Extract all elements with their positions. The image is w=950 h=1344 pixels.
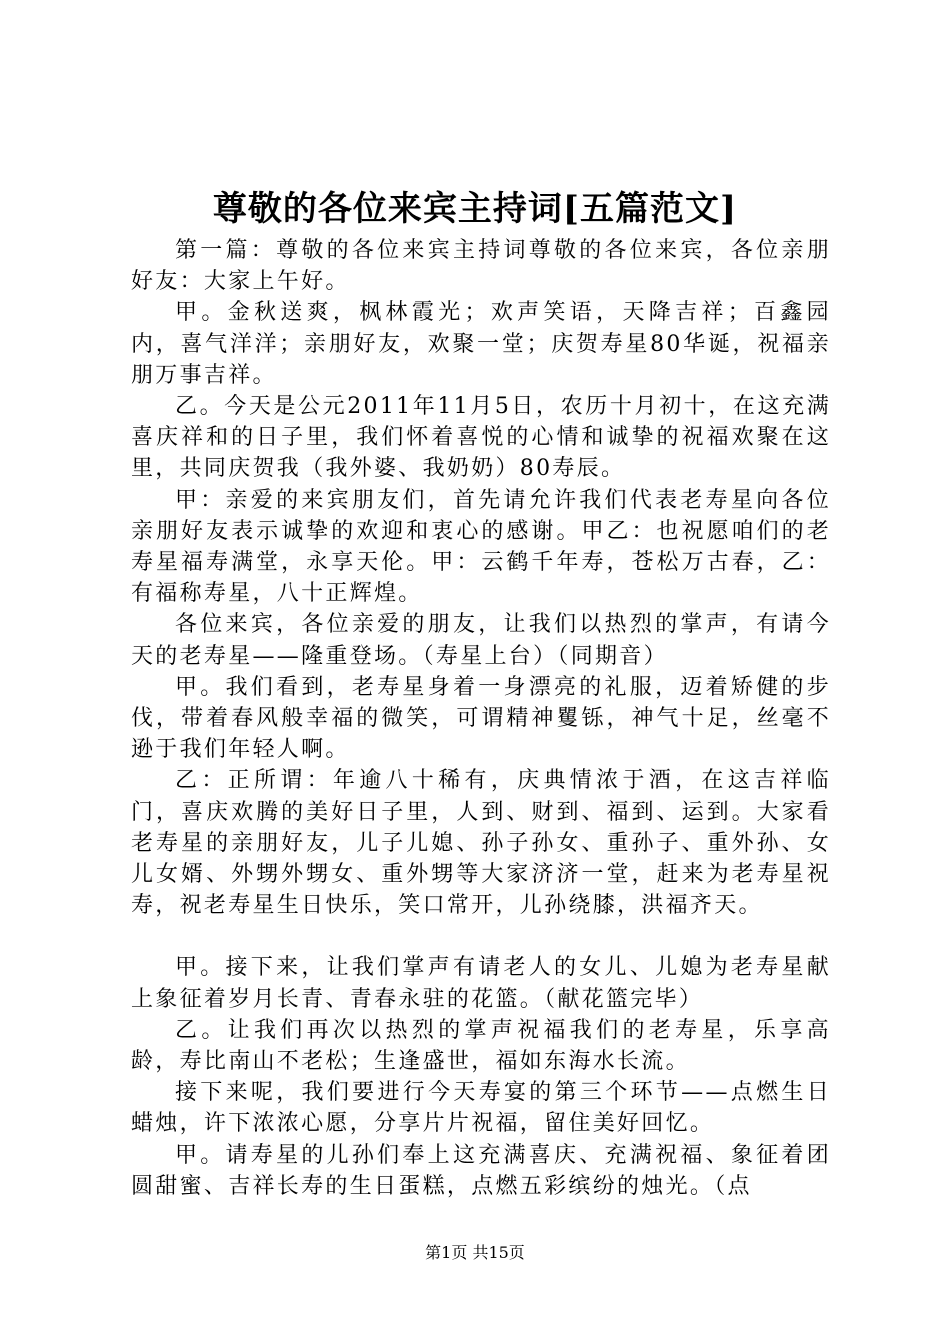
paragraph: 各位来宾，各位亲爱的朋友，让我们以热烈的掌声，有请今天的老寿星——隆重登场。（寿星上台）（同期音） (131, 612, 831, 669)
paragraph: 第一篇：尊敬的各位来宾主持词尊敬的各位来宾，各位亲朋好友：大家上午好。 (131, 238, 831, 295)
paragraph: 甲。我们看到，老寿星身着一身漂亮的礼服，迈着矫健的步伐，带着春风般幸福的微笑，可谓精神矍铄，神气十足，丝毫不逊于我们年轻人啊。 (131, 674, 831, 763)
paragraph: 乙：正所谓：年逾八十稀有，庆典情浓于酒，在这吉祥临门，喜庆欢腾的美好日子里，人到、财到、福到、运到。大家看老寿星的亲朋好友，儿子儿媳、孙子孙女、重孙子、重外孙、女儿女婿、外甥外甥女、重外甥等大家济济一堂，赶来为老寿星祝寿，祝老寿星生日快乐，笑口常开，儿孙绕膝，洪福齐天。 (131, 768, 831, 919)
paragraph: 甲：亲爱的来宾朋友们，首先请允许我们代表老寿星向各位亲朋好友表示诚挚的欢迎和衷心的感谢。甲乙：也祝愿咱们的老寿星福寿满堂，永享天伦。甲：云鹤千年寿，苍松万古春，乙：有福称寿星，八十正辉煌。 (131, 487, 831, 607)
paragraph: 接下来呢，我们要进行今天寿宴的第三个环节——点燃生日蜡烛，许下浓浓心愿，分享片片祝福，留住美好回忆。 (131, 1080, 831, 1137)
paragraph: 乙。今天是公元2011年11月5日，农历十月初十，在这充满喜庆祥和的日子里，我们怀着喜悦的心情和诚挚的祝福欢聚在这里，共同庆贺我（我外婆、我奶奶）80寿辰。 (131, 394, 831, 482)
document-title: 尊敬的各位来宾主持词[五篇范文] (212, 189, 738, 229)
paragraph: 甲。接下来，让我们掌声有请老人的女儿、儿媳为老寿星献上象征着岁月长青、青春永驻的花篮。（献花篮完毕） (131, 955, 831, 1012)
paragraph: 乙。让我们再次以热烈的掌声祝福我们的老寿星，乐享高龄，寿比南山不老松；生逢盛世，福如东海水长流。 (131, 1017, 831, 1075)
page-number: 第1页 共15页 (425, 1243, 525, 1262)
paragraph: 甲。请寿星的儿孙们奉上这充满喜庆、充满祝福、象征着团圆甜蜜、吉祥长寿的生日蛋糕，点燃五彩缤纷的烛光。（点 (131, 1142, 831, 1199)
document-body (131, 235, 831, 1202)
paragraph: 甲。金秋送爽，枫林霞光；欢声笑语，天降吉祥；百鑫园内，喜气洋洋；亲朋好友，欢聚一堂；庆贺寿星80华诞，祝福亲朋万事吉祥。 (131, 300, 831, 388)
